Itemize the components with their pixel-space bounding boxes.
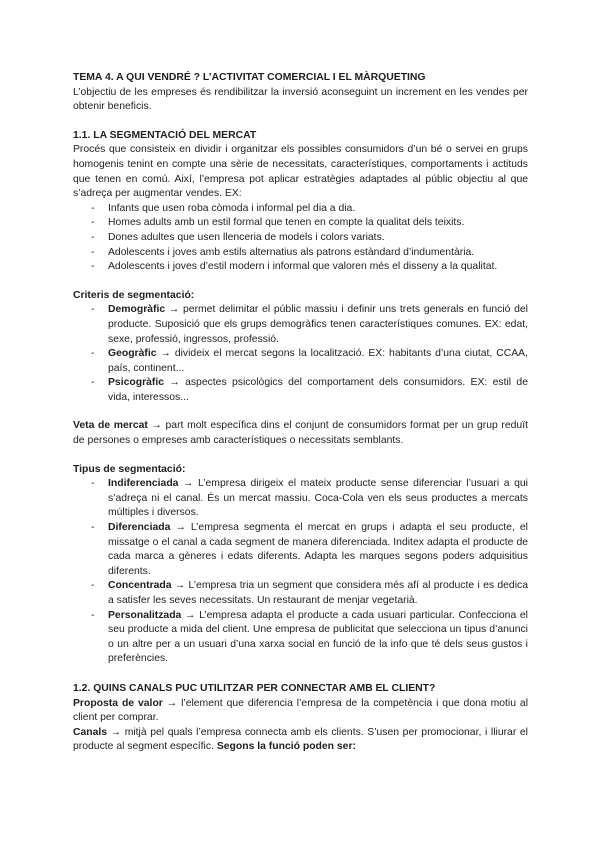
type-term: Personalitzada: [108, 609, 182, 621]
intro-paragraph: L’objectiu de les empreses és rendibilitzar la inversió aconseguint un increment en les vendes per obtenir beneficis.: [73, 86, 528, 113]
criterion-term: Psicogràfic: [108, 377, 165, 389]
list-item: - Geogràfic → divideix el mercat segons la localització. EX: habitants d’una ciutat, CCAA, país, continent...: [91, 348, 528, 374]
examples-list: [73, 202, 528, 275]
criterion-term: Geogràfic: [108, 348, 157, 360]
list-item: - Concentrada → L’empresa tria un segment que considera més afí al producte i es dedica a satisfer les seves necessitats. Un restaurant de menjar vegetarià.: [91, 580, 528, 606]
criteria-heading: Criteris de segmentació:: [73, 289, 195, 301]
list-item: - Adolescents i joves amb estils alternatius als patrons estàndard d’indumentària.: [91, 246, 475, 258]
canals-tail: Segons la funció poden ser:: [216, 741, 356, 753]
segmentation-paragraph: Procés que consisteix en dividir i organitzar els possibles consumidors d’un bé o servei en grups homogenis tenint en compte una sèrie de necessitats, característiques, comportaments i actituds que tenen en comú. Així, l’empresa pot aplicar estratègies adaptades al públic objectiu al que s’adreça per augmentar vendes. EX:: [73, 144, 528, 200]
types-heading: Tipus de segmentació:: [73, 463, 186, 475]
document-body: [73, 71, 528, 755]
proposta-term: Proposta de valor: [73, 697, 163, 709]
veta-term: Veta de mercat: [73, 420, 148, 432]
type-term: Concentrada: [108, 580, 172, 592]
veta-paragraph: Veta de mercat → part molt específica dins el conjunt de consumidors format per un grup reduït de persones o empreses amb característiques o necessitats semblants.: [73, 420, 528, 447]
list-item: - Homes adults amb un estil formal que tenen en compte la qualitat dels teixits.: [91, 217, 465, 229]
types-list: [73, 477, 528, 667]
type-term: Diferenciada: [108, 522, 171, 534]
section-heading-segmentation: 1.1. LA SEGMENTACIÓ DEL MERCAT: [73, 129, 257, 141]
list-item: - Personalitzada → L’empresa adapta el producte a cada usuari particular. Confecciona el seu producte a mida del client. Une empresa de publicitat que selecciona un tipus d’anunci o un altre per a un usuari d’una xarxa social en funció de la info que té dels seus gustos i preferències.: [91, 609, 528, 665]
criterion-term: Demogràfic: [108, 304, 166, 316]
list-item: - Demogràfic → permet delimitar el públic massiu i definir uns trets generals en funció del producte. Suposició que els grups demogràfics tenen característiques comunes. EX: edat, sexe, professió, ingressos, professió.: [91, 304, 528, 345]
canals-term: Canals: [73, 726, 108, 738]
list-item: - Adolescents i joves d’estil modern i informal que valoren més el disseny a la qualitat.: [91, 261, 498, 273]
type-term: Indiferenciada: [108, 478, 179, 490]
list-item: - Infants que usen roba còmoda i informal pel dia a dia.: [91, 202, 356, 214]
proposta-paragraph: Proposta de valor → l’element que diferencia l’empresa de la competència i que dona motiu al client per comprar.: [73, 697, 528, 724]
list-item: - Diferenciada → L’empresa segmenta el mercat en grups i adapta el seu producte, el missatge o el canal a cada segment de manera diferenciada. Inditex adapta el producte de cada marca a gèneres i edats diferents. Adapta les marques segons poders adquisitius diferents.: [91, 522, 528, 577]
list-item: - Dones adultes que usen llenceria de models i colors variats.: [91, 231, 385, 243]
document-title: TEMA 4. A QUI VENDRÉ ? L’ACTIVITAT COMERCIAL I EL MÀRQUETING: [73, 72, 426, 83]
list-item: - Psicogràfic → aspectes psicològics del comportament dels consumidors. EX: estil de vida, interessos...: [91, 377, 528, 403]
list-item: - Indiferenciada → L’empresa dirigeix el mateix producte sense diferenciar l’usuari a qui s’adreça ni el canal. És un mercat massiu. Coca-Cola ven els seus productes a mercats múltiples i diversos.: [91, 478, 528, 519]
canals-paragraph: Canals → mitjà pel quals l’empresa connecta amb els clients. S’usen per promocionar, i lliurar el producte al segment específic. Segons la funció poden ser:: [73, 726, 528, 753]
criteria-list: [73, 303, 528, 405]
section-heading-channels: 1.2. QUINS CANALS PUC UTILITZAR PER CONNECTAR AMB EL CLIENT?: [73, 682, 436, 694]
